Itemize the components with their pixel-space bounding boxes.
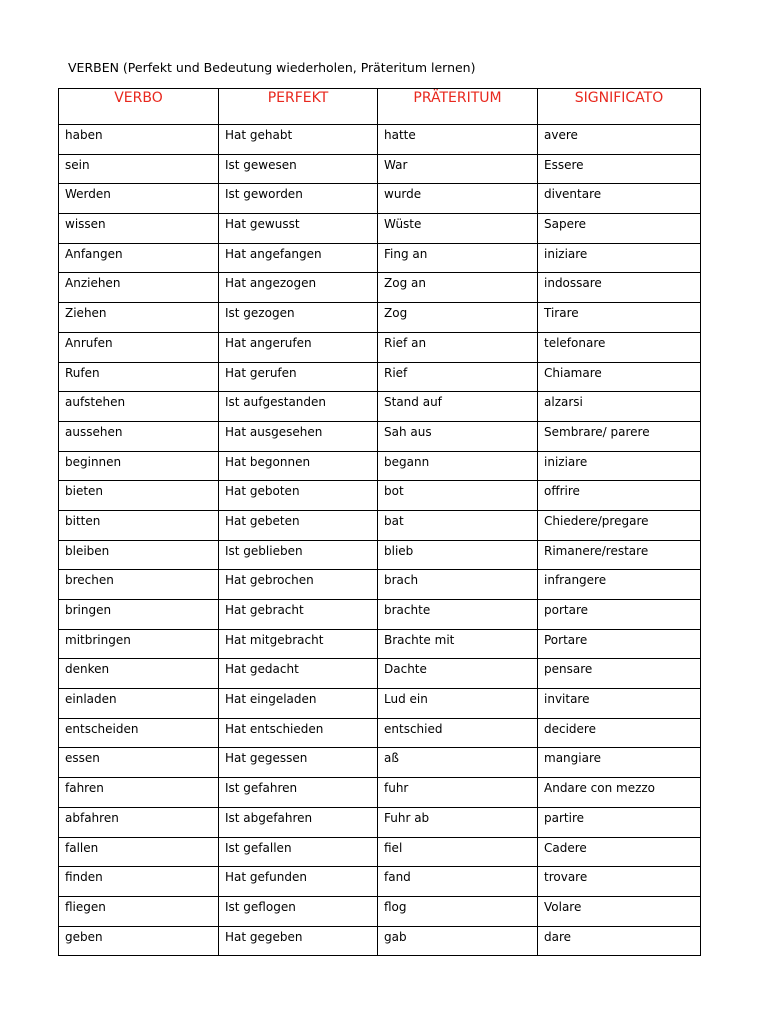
- table-row: [59, 214, 701, 244]
- verb-cell: einladen: [59, 689, 219, 719]
- perfekt-cell: Hat geboten: [219, 481, 378, 511]
- perfekt-cell: Ist geflogen: [219, 896, 378, 926]
- perfekt-cell: Ist gefallen: [219, 837, 378, 867]
- significato-cell: trovare: [538, 867, 701, 897]
- praeteritum-cell: bat: [378, 510, 538, 540]
- verb-cell: bringen: [59, 600, 219, 630]
- significato-cell: Rimanere/restare: [538, 540, 701, 570]
- verb-table: [58, 88, 701, 956]
- table-row: [59, 125, 701, 155]
- significato-cell: indossare: [538, 273, 701, 303]
- praeteritum-cell: Zog: [378, 303, 538, 333]
- table-row: [59, 303, 701, 333]
- verb-cell: brechen: [59, 570, 219, 600]
- praeteritum-cell: flog: [378, 896, 538, 926]
- verb-cell: bleiben: [59, 540, 219, 570]
- significato-cell: Sapere: [538, 214, 701, 244]
- perfekt-cell: Ist abgefahren: [219, 807, 378, 837]
- praeteritum-cell: bot: [378, 481, 538, 511]
- table-row: [59, 629, 701, 659]
- significato-cell: diventare: [538, 184, 701, 214]
- praeteritum-cell: Lud ein: [378, 689, 538, 719]
- table-row: [59, 540, 701, 570]
- significato-cell: offrire: [538, 481, 701, 511]
- praeteritum-cell: Zog an: [378, 273, 538, 303]
- significato-cell: Andare con mezzo: [538, 778, 701, 808]
- verb-cell: bitten: [59, 510, 219, 540]
- verb-cell: essen: [59, 748, 219, 778]
- verb-cell: denken: [59, 659, 219, 689]
- verb-cell: wissen: [59, 214, 219, 244]
- significato-cell: infrangere: [538, 570, 701, 600]
- praeteritum-cell: Fuhr ab: [378, 807, 538, 837]
- verb-cell: Anziehen: [59, 273, 219, 303]
- praeteritum-cell: Wüste: [378, 214, 538, 244]
- significato-cell: iniziare: [538, 243, 701, 273]
- perfekt-cell: Hat gebracht: [219, 600, 378, 630]
- verb-cell: bieten: [59, 481, 219, 511]
- table-row: [59, 896, 701, 926]
- table-row: [59, 362, 701, 392]
- praeteritum-cell: War: [378, 154, 538, 184]
- perfekt-cell: Hat gewusst: [219, 214, 378, 244]
- significato-cell: Cadere: [538, 837, 701, 867]
- significato-cell: Portare: [538, 629, 701, 659]
- header-row: [59, 89, 701, 125]
- table-row: [59, 332, 701, 362]
- verb-cell: fliegen: [59, 896, 219, 926]
- verb-cell: haben: [59, 125, 219, 155]
- significato-cell: dare: [538, 926, 701, 956]
- header-verbo: VERBO: [59, 89, 219, 125]
- perfekt-cell: Hat angefangen: [219, 243, 378, 273]
- verb-cell: beginnen: [59, 451, 219, 481]
- table-row: [59, 481, 701, 511]
- perfekt-cell: Hat begonnen: [219, 451, 378, 481]
- praeteritum-cell: Sah aus: [378, 421, 538, 451]
- header-praeteritum: PRÄTERITUM: [378, 89, 538, 125]
- verb-cell: geben: [59, 926, 219, 956]
- verb-cell: Werden: [59, 184, 219, 214]
- significato-cell: avere: [538, 125, 701, 155]
- document-title: VERBEN (Perfekt und Bedeutung wiederholen, Präteritum lernen): [68, 60, 476, 75]
- significato-cell: mangiare: [538, 748, 701, 778]
- verb-cell: abfahren: [59, 807, 219, 837]
- praeteritum-cell: Brachte mit: [378, 629, 538, 659]
- verb-cell: sein: [59, 154, 219, 184]
- verb-cell: entscheiden: [59, 718, 219, 748]
- verb-cell: fallen: [59, 837, 219, 867]
- header-perfekt: PERFEKT: [219, 89, 378, 125]
- verb-cell: Rufen: [59, 362, 219, 392]
- perfekt-cell: Ist geblieben: [219, 540, 378, 570]
- perfekt-cell: Hat gedacht: [219, 659, 378, 689]
- significato-cell: alzarsi: [538, 392, 701, 422]
- praeteritum-cell: Fing an: [378, 243, 538, 273]
- praeteritum-cell: hatte: [378, 125, 538, 155]
- perfekt-cell: Hat gehabt: [219, 125, 378, 155]
- praeteritum-cell: Stand auf: [378, 392, 538, 422]
- perfekt-cell: Ist gefahren: [219, 778, 378, 808]
- perfekt-cell: Hat gefunden: [219, 867, 378, 897]
- praeteritum-cell: brach: [378, 570, 538, 600]
- perfekt-cell: Hat entschieden: [219, 718, 378, 748]
- table-body: [59, 125, 701, 956]
- significato-cell: portare: [538, 600, 701, 630]
- verb-cell: finden: [59, 867, 219, 897]
- significato-cell: Volare: [538, 896, 701, 926]
- table-row: [59, 392, 701, 422]
- table-row: [59, 570, 701, 600]
- significato-cell: Chiamare: [538, 362, 701, 392]
- significato-cell: Sembrare/ parere: [538, 421, 701, 451]
- verb-cell: mitbringen: [59, 629, 219, 659]
- table-row: [59, 243, 701, 273]
- perfekt-cell: Hat gerufen: [219, 362, 378, 392]
- praeteritum-cell: wurde: [378, 184, 538, 214]
- table-row: [59, 689, 701, 719]
- perfekt-cell: Hat gebrochen: [219, 570, 378, 600]
- table-row: [59, 154, 701, 184]
- table-row: [59, 748, 701, 778]
- praeteritum-cell: fuhr: [378, 778, 538, 808]
- verb-cell: aufstehen: [59, 392, 219, 422]
- significato-cell: Chiedere/pregare: [538, 510, 701, 540]
- perfekt-cell: Hat eingeladen: [219, 689, 378, 719]
- perfekt-cell: Hat gegessen: [219, 748, 378, 778]
- table-row: [59, 837, 701, 867]
- praeteritum-cell: Rief an: [378, 332, 538, 362]
- praeteritum-cell: fiel: [378, 837, 538, 867]
- praeteritum-cell: gab: [378, 926, 538, 956]
- significato-cell: Tirare: [538, 303, 701, 333]
- perfekt-cell: Hat angerufen: [219, 332, 378, 362]
- table-row: [59, 659, 701, 689]
- table-row: [59, 421, 701, 451]
- significato-cell: invitare: [538, 689, 701, 719]
- significato-cell: iniziare: [538, 451, 701, 481]
- table-row: [59, 510, 701, 540]
- verb-cell: Anrufen: [59, 332, 219, 362]
- table-row: [59, 451, 701, 481]
- perfekt-cell: Hat ausgesehen: [219, 421, 378, 451]
- verb-cell: Anfangen: [59, 243, 219, 273]
- praeteritum-cell: begann: [378, 451, 538, 481]
- praeteritum-cell: entschied: [378, 718, 538, 748]
- verb-cell: Ziehen: [59, 303, 219, 333]
- praeteritum-cell: blieb: [378, 540, 538, 570]
- perfekt-cell: Hat gegeben: [219, 926, 378, 956]
- perfekt-cell: Hat gebeten: [219, 510, 378, 540]
- significato-cell: partire: [538, 807, 701, 837]
- table-row: [59, 600, 701, 630]
- verb-cell: aussehen: [59, 421, 219, 451]
- significato-cell: telefonare: [538, 332, 701, 362]
- praeteritum-cell: Rief: [378, 362, 538, 392]
- table-row: [59, 184, 701, 214]
- praeteritum-cell: Dachte: [378, 659, 538, 689]
- table-row: [59, 807, 701, 837]
- significato-cell: Essere: [538, 154, 701, 184]
- significato-cell: pensare: [538, 659, 701, 689]
- table-row: [59, 926, 701, 956]
- table-row: [59, 273, 701, 303]
- praeteritum-cell: fand: [378, 867, 538, 897]
- header-significato: SIGNIFICATO: [538, 89, 701, 125]
- perfekt-cell: Ist gewesen: [219, 154, 378, 184]
- table-row: [59, 718, 701, 748]
- significato-cell: decidere: [538, 718, 701, 748]
- perfekt-cell: Ist geworden: [219, 184, 378, 214]
- perfekt-cell: Hat mitgebracht: [219, 629, 378, 659]
- table-row: [59, 867, 701, 897]
- praeteritum-cell: aß: [378, 748, 538, 778]
- perfekt-cell: Ist aufgestanden: [219, 392, 378, 422]
- perfekt-cell: Hat angezogen: [219, 273, 378, 303]
- table-row: [59, 778, 701, 808]
- verb-cell: fahren: [59, 778, 219, 808]
- praeteritum-cell: brachte: [378, 600, 538, 630]
- perfekt-cell: Ist gezogen: [219, 303, 378, 333]
